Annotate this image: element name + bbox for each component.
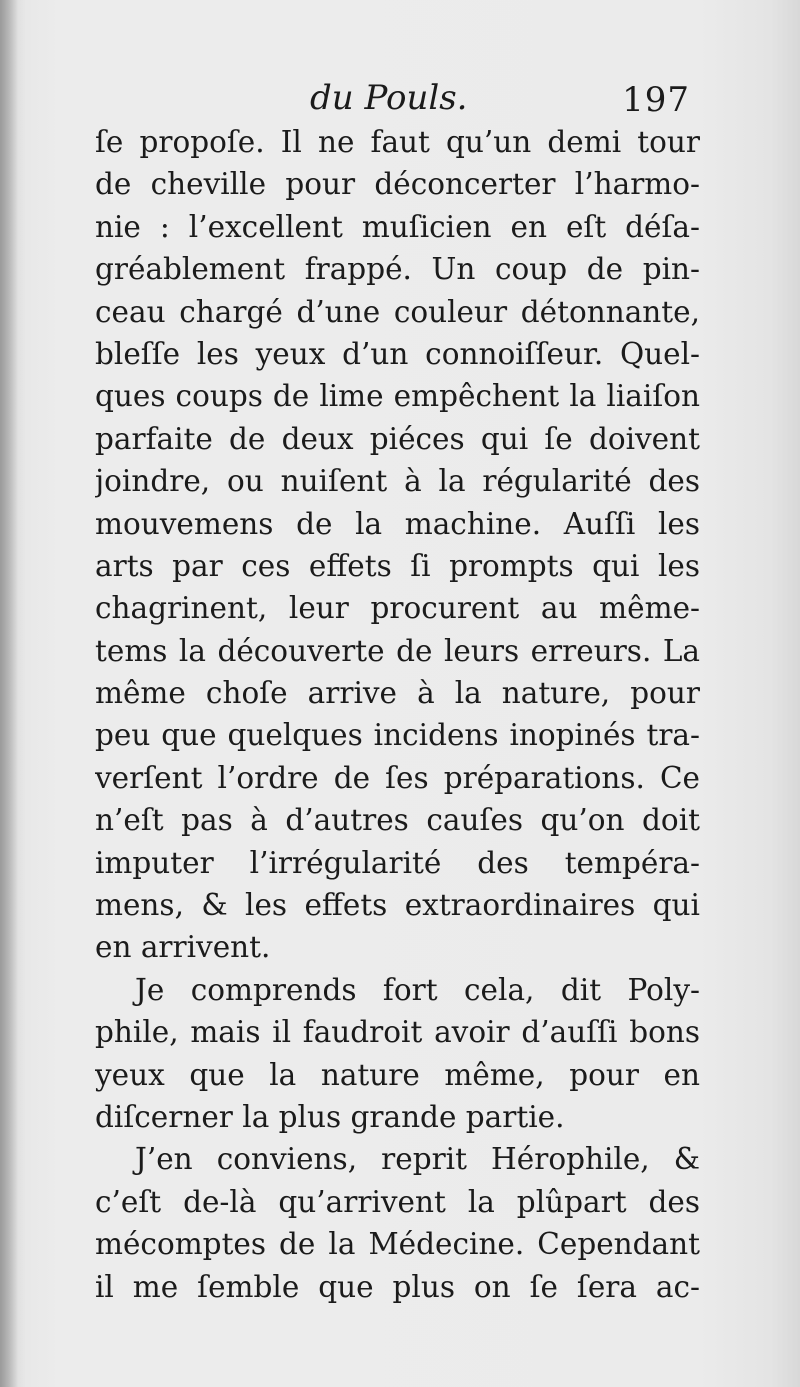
binding-shadow <box>0 0 18 1387</box>
body-text <box>95 121 700 1308</box>
text-line: arts par ces effets ſi prompts qui les <box>95 548 700 583</box>
text-line: n’eſt pas à d’autres cauſes qu’on doit <box>95 803 700 838</box>
text-line: mouvemens de la machine. Auſſi les <box>95 506 700 541</box>
text-line: chagrinent, leur procurent au même- <box>95 591 700 626</box>
text-line: verſent l’ordre de ſes préparations. Ce <box>95 760 700 795</box>
text-line: nie : l’excellent muſicien en eſt déſa- <box>95 209 700 244</box>
text-line: joindre, ou nuiſent à la régularité des <box>95 464 700 499</box>
text-line: il me ſemble que plus on ſe ſera ac- <box>95 1269 700 1304</box>
text-line: phile, mais il faudroit avoir d’auſſi bons <box>95 1015 700 1050</box>
text-line: en arrivent. <box>95 930 271 965</box>
page-number: 197 <box>622 80 690 120</box>
text-line: peu que quelques incidens inopinés tra- <box>95 718 700 753</box>
text-line: yeux que la nature même, pour en <box>95 1057 700 1092</box>
text-line: même choſe arrive à la nature, pour <box>95 676 700 711</box>
text-line: ques coups de lime empêchent la liaiſon <box>95 379 700 414</box>
text-line: mens, & les effets extraordinaires qui <box>95 888 700 923</box>
text-line: parfaite de deux piéces qui ſe doivent <box>95 421 700 456</box>
text-line: c’eſt de-là qu’arrivent la plûpart des <box>95 1184 700 1219</box>
text-line: J’en conviens, reprit Hérophile, & <box>135 1142 700 1177</box>
text-line: imputer l’irrégularité des tempéra- <box>95 845 700 880</box>
text-line: diſcerner la plus grande partie. <box>95 1099 565 1134</box>
running-head-title: du Pouls. <box>310 78 468 118</box>
text-line: ceau chargé d’une couleur détonnante, <box>95 294 700 329</box>
text-line: gréablement frappé. Un coup de pin- <box>95 252 700 287</box>
text-line: bleſſe les yeux d’un connoiſſeur. Quel- <box>95 336 700 371</box>
text-line: Je comprends fort cela, dit Poly- <box>135 972 700 1007</box>
text-line: ſe propoſe. Il ne faut qu’un demi tour <box>95 125 700 159</box>
text-line: mécomptes de la Médecine. Cependant <box>95 1227 700 1262</box>
running-head <box>95 78 700 126</box>
text-line: de cheville pour déconcerter l’harmo- <box>95 167 700 202</box>
text-line: tems la découverte de leurs erreurs. La <box>95 633 700 668</box>
